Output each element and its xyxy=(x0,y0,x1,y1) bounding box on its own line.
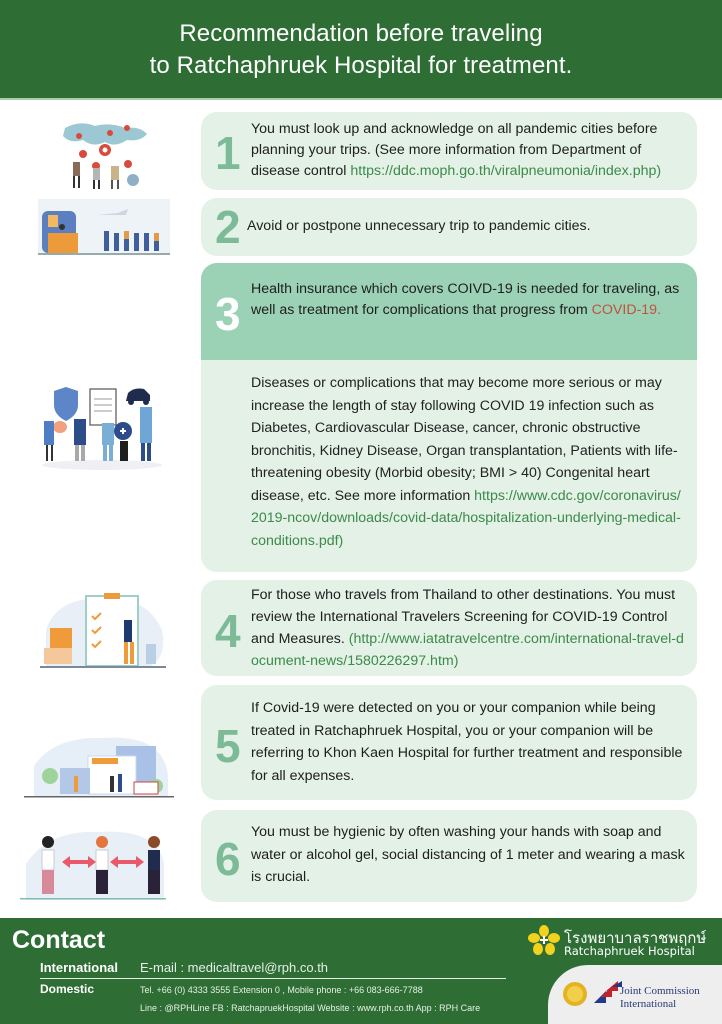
step-text: You must look up and acknowledge on all pandemic cities before planning your trips. (See more information from Department of disease control https://ddc.moph.go.th/viralpneumonia/index.php) xyxy=(251,121,662,179)
step-text: You must be hygienic by often washing your hands with soap and water or alcohol gel, social distancing of 1 meter and wearing a mask is crucial. xyxy=(251,824,685,885)
recommendation-card-2 xyxy=(201,198,697,256)
airport-check-in-illustration xyxy=(38,197,170,257)
iata-link[interactable]: (http://www.iatatravelcentre.com/international-travel-document-news/1580226297.htm) xyxy=(251,631,684,669)
hospital-name-en: Ratchaphruek Hospital xyxy=(564,944,695,958)
hospital-name-thai: โรงพยาบาลราชพฤกษ์ xyxy=(564,929,707,947)
insurance-policy-illustration xyxy=(38,383,166,471)
accreditation-panel xyxy=(548,965,722,1024)
contact-title: Contact xyxy=(12,926,106,954)
jci-line1: Joint Commission xyxy=(620,985,700,997)
page-header xyxy=(0,0,722,100)
hospital-building-illustration xyxy=(24,716,174,800)
covid-highlight: COVID-19. xyxy=(591,302,662,318)
checklist-clipboard-illustration xyxy=(36,590,170,674)
step-detail-text: Diseases or complications that may become more serious or may increase the length of stay following COVID 19 infection such as Diabetes, Cardiovascular Disease, cancer, chronic obstructive bronchitis, Kidney Disease, Organ transplantation, Patients with life-threatening obesity (Morbid obesity; BMI > 40) Congenital heart disease, etc. See more information https://www.cdc.gov/coronavirus/2019-ncov/downloads/covid-data/hospitalization-underlying-medical-conditions.pdf) xyxy=(251,375,681,549)
flower-logo-icon xyxy=(528,924,560,956)
international-label: International xyxy=(40,960,119,975)
social-distancing-illustration xyxy=(18,824,168,904)
step-text: Avoid or postpone unnecessary trip to pandemic cities. xyxy=(247,218,591,234)
cdc-link[interactable]: https://www.cdc.gov/coronavirus/2019-ncov/downloads/covid-data/hospitalization-underlying-medical-conditions.pdf) xyxy=(251,487,681,549)
step-text: Health insurance which covers COIVD-19 is needed for traveling, as well as treatment for complications that progress from COVID-19. xyxy=(251,281,680,318)
domestic-social: Line : @RPHLine FB : RatchapruekHospital Website : www.rph.co.th App : RPH Care xyxy=(140,1003,481,1013)
page-title: Recommendation before traveling to Ratchaphruek Hospital for treatment. xyxy=(149,20,573,79)
world-map-travelers-illustration xyxy=(35,118,165,190)
step-text: If Covid-19 were detected on you or your companion while being treated in Ratchaphruek Hospital, you or your companion will be referring to Khon Kaen Hospital for further treatment and responsible for all expenses. xyxy=(251,700,683,784)
jci-line2: International xyxy=(620,998,677,1010)
step-number: 2 xyxy=(215,201,241,253)
recommendation-card-4 xyxy=(201,580,697,676)
recommendation-card-1 xyxy=(201,112,697,190)
jci-logo-icon xyxy=(594,981,622,1003)
gold-seal-icon xyxy=(562,981,588,1007)
domestic-phone: Tel. +66 (0) 4333 3555 Extension 0 , Mobile phone : +66 083-666-7788 xyxy=(140,985,423,995)
recommendation-card-3-header xyxy=(201,263,697,360)
ddc-link[interactable]: https://ddc.moph.go.th/viralpneumonia/index.php) xyxy=(350,163,662,179)
recommendation-card-3-detail xyxy=(201,360,697,572)
recommendation-card-6 xyxy=(201,810,697,902)
footer-divider xyxy=(40,978,506,979)
step-number: 3 xyxy=(215,288,241,340)
step-number: 5 xyxy=(215,720,241,772)
domestic-label: Domestic xyxy=(40,982,95,996)
step-number: 4 xyxy=(215,605,241,657)
step-number: 1 xyxy=(215,127,241,179)
international-email[interactable]: E-mail : medicaltravel@rph.co.th xyxy=(140,960,329,975)
step-text: For those who travels from Thailand to other destinations. You must review the International Travelers Screening for COVID-19 Control and Measures. (http://www.iatatravelcentre.com/international-travel-document-news/1580226297.htm) xyxy=(251,587,684,669)
recommendation-card-5 xyxy=(201,685,697,800)
step-number: 6 xyxy=(215,833,241,885)
